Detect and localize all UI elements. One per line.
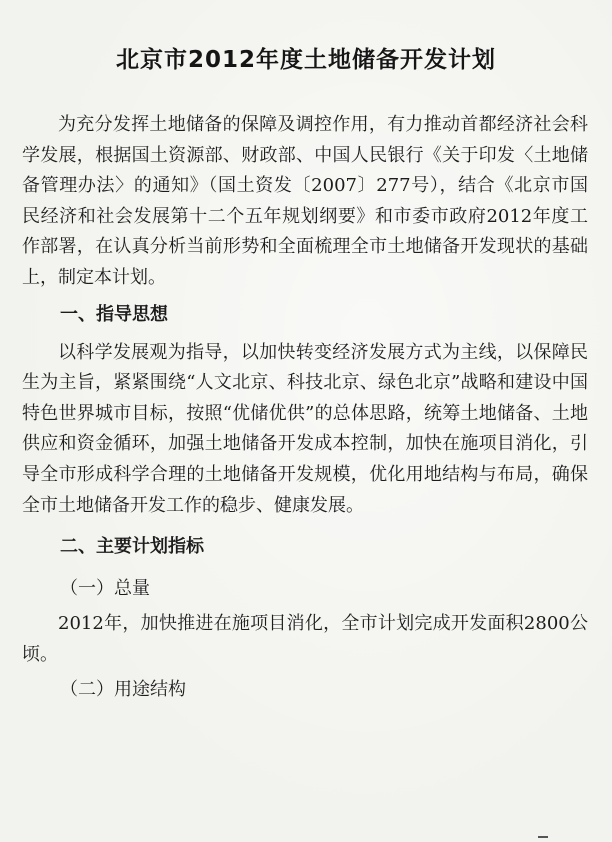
document-body bbox=[22, 110, 588, 710]
scan-mark bbox=[538, 836, 548, 838]
guiding-ideology-paragraph: 以科学发展观为指导，以加快转变经济发展方式为主线，以保障民生为主旨，紧紧围绕“人文北京、科技北京、绿色北京”战略和建设中国特色世界城市目标，按照“优储优供”的总体思路，统筹土地储备、土地供应和资金循环，加强土地储备开发成本控制，加快在施项目消化，引导全市形成科学合理的土地储备开发规模，优化用地结构与布局，确保全市土地储备开发工作的稳步、健康发展。 bbox=[22, 341, 588, 516]
section-heading-guiding-ideology: 一、指导思想 bbox=[60, 304, 168, 326]
subheading-total-amount: （一）总量 bbox=[60, 577, 150, 599]
bleed-through-text bbox=[150, 4, 164, 24]
total-amount-paragraph: 2012年，加快推进在施项目消化，全市计划完成开发面积2800公顷。 bbox=[22, 613, 588, 665]
intro-paragraph: 为充分发挥土地储备的保障及调控作用，有力推动首都经济社会科学发展，根据国土资源部、财政部、中国人民银行《关于印发〈土地储备管理办法〉的通知》（国土资发〔2007〕277号），结合《北京市国民经济和社会发展第十二个五年规划纲要》和市委市政府2012年度工作部署，在认真分析当前形势和全面梳理全市土地储备开发现状的基础上，制定本计划。 bbox=[22, 114, 588, 288]
section-heading-main-indicators: 二、主要计划指标 bbox=[60, 535, 204, 557]
page-title: 北京市2012年度土地储备开发计划 bbox=[115, 47, 496, 74]
subheading-usage-structure: （二）用途结构 bbox=[60, 679, 186, 701]
